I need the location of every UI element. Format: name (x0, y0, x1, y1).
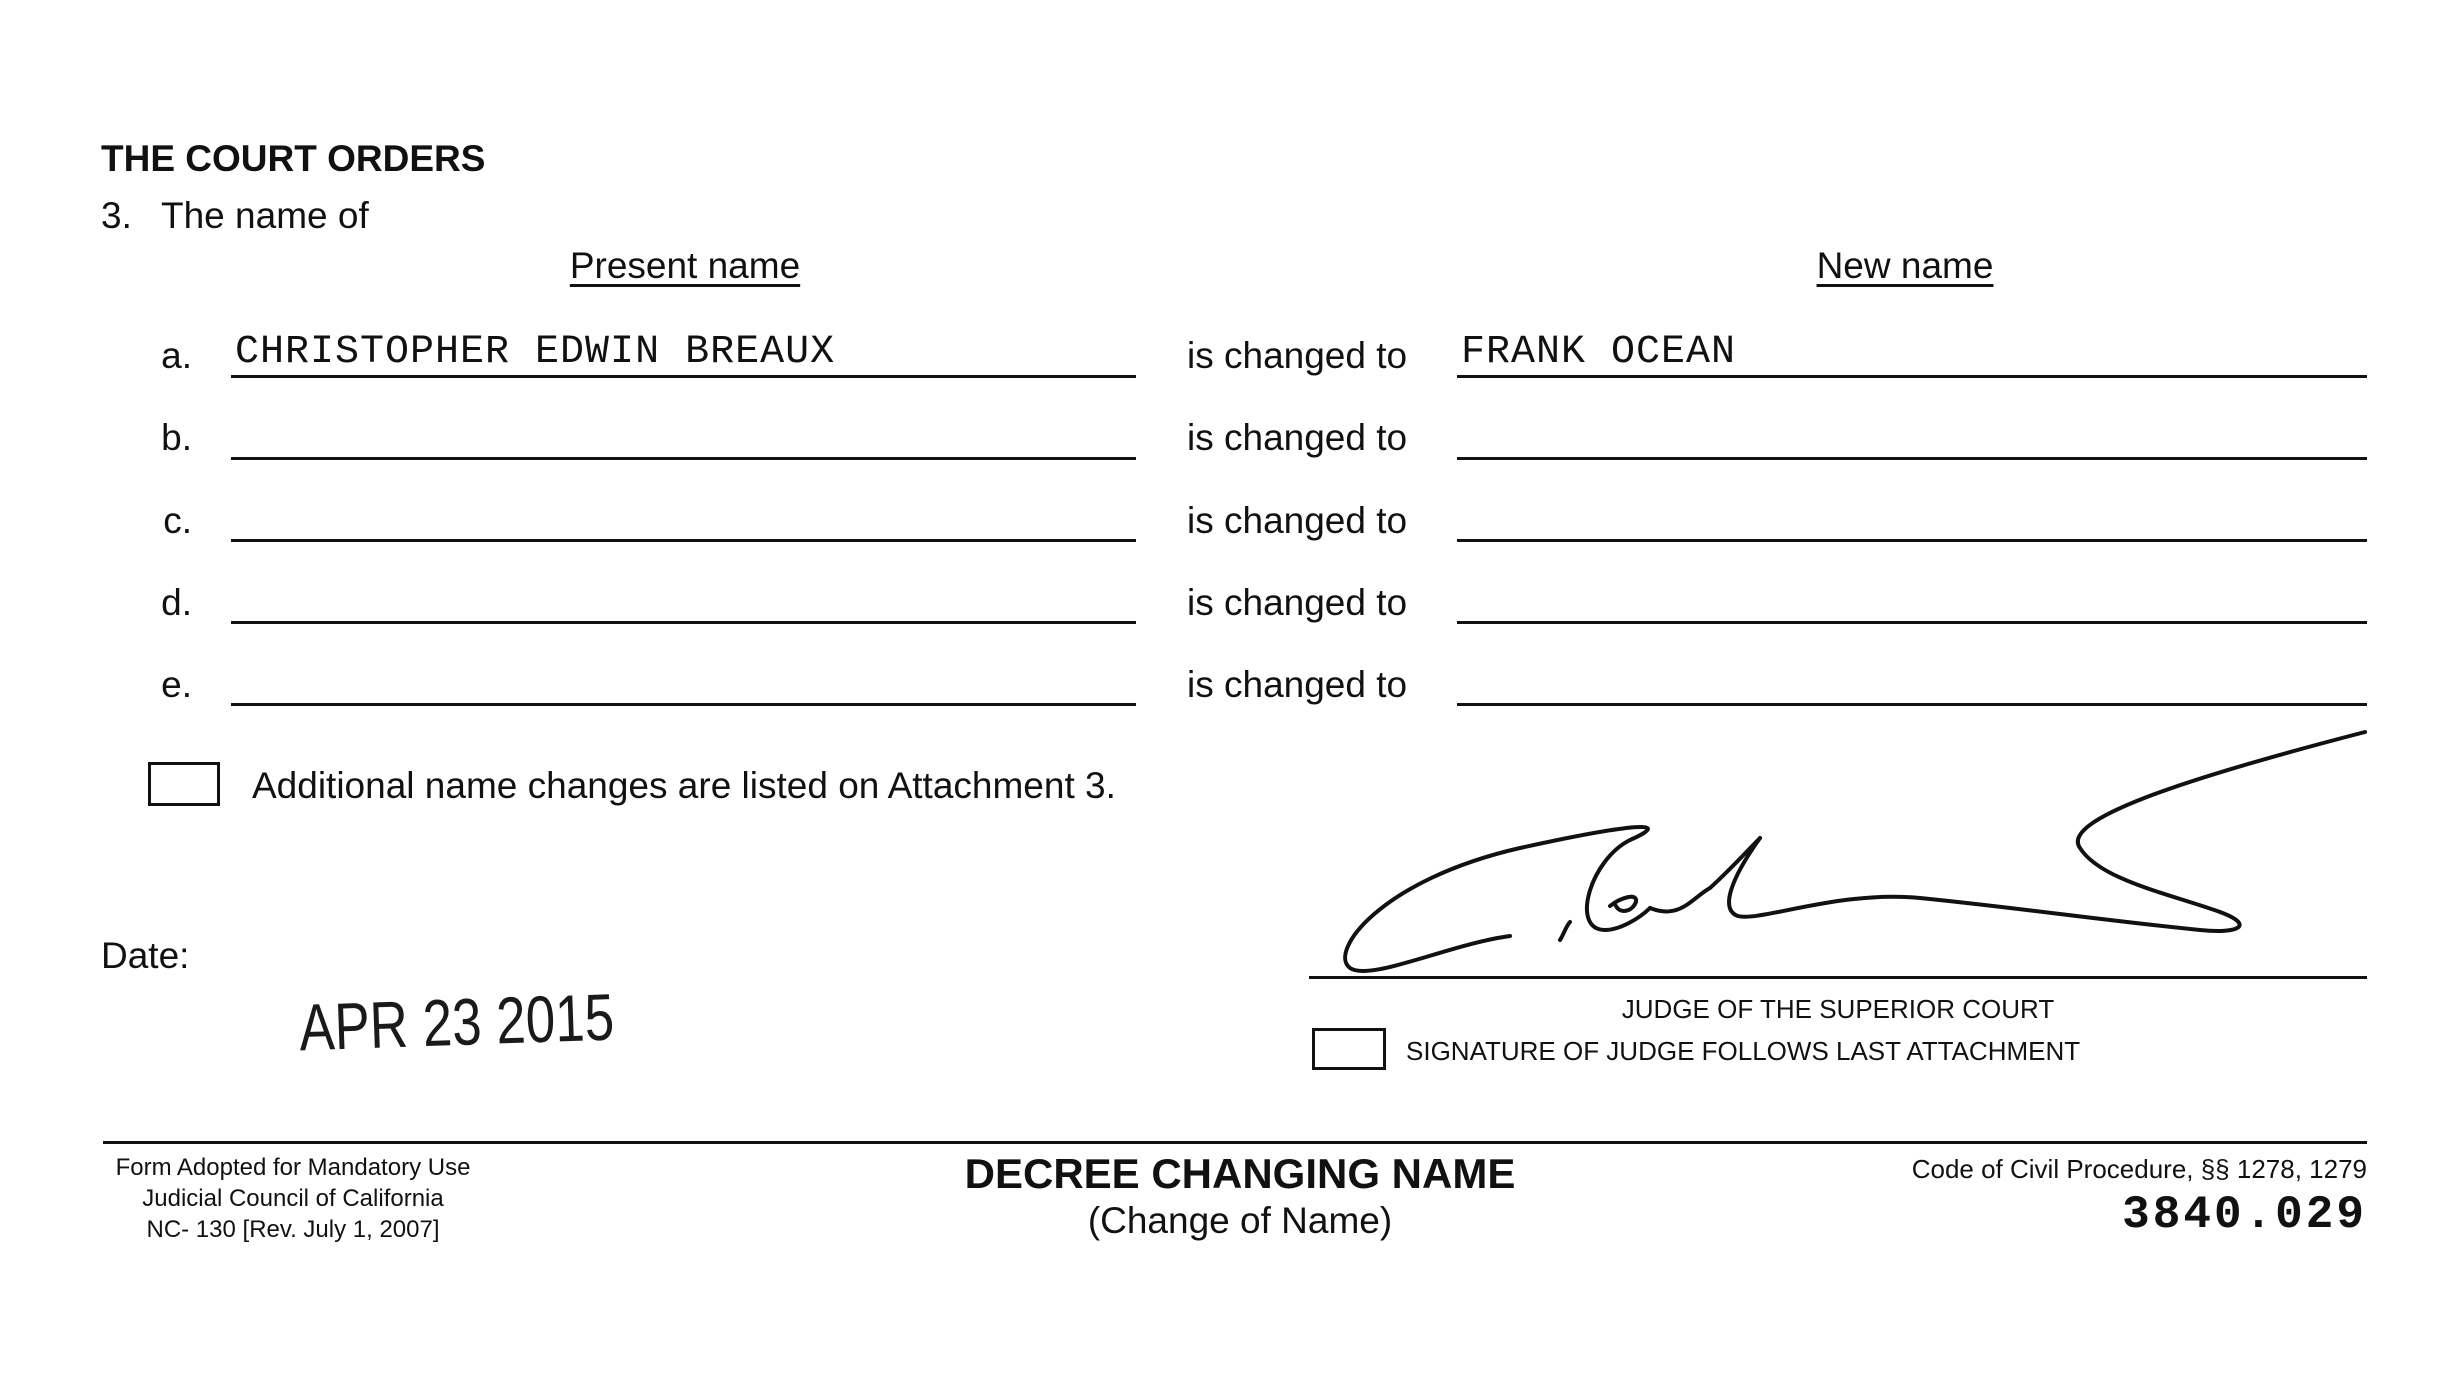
new-name-field-e[interactable] (1457, 650, 2367, 706)
judge-signature (1320, 730, 2370, 990)
item-text: The name of (161, 195, 369, 236)
form-adoption-line-2: Judicial Council of California (142, 1185, 444, 1212)
present-name-field-b[interactable] (231, 404, 1136, 460)
form-subtitle: (Change of Name) (1087, 1200, 1393, 1241)
row-letter-e: e. (161, 664, 192, 705)
attachment-checkbox[interactable] (148, 762, 220, 806)
form-adoption-info (103, 1152, 483, 1245)
item-number: 3. (101, 195, 132, 236)
date-label: Date: (101, 935, 190, 976)
present-name-field-e[interactable] (231, 650, 1136, 706)
row-letter-b: b. (161, 417, 192, 458)
signature-follows-checkbox[interactable] (1312, 1028, 1386, 1070)
is-changed-to-a: is changed to (1187, 335, 1408, 376)
is-changed-to-e: is changed to (1187, 664, 1408, 705)
date-stamp (295, 975, 693, 1065)
judge-title: JUDGE OF THE SUPERIOR COURT (1621, 994, 2055, 1024)
new-name-field-b[interactable] (1457, 404, 2367, 460)
is-changed-to-d: is changed to (1187, 582, 1408, 623)
is-changed-to-b: is changed to (1187, 417, 1408, 458)
form-title: DECREE CHANGING NAME (964, 1150, 1516, 1197)
document-number: 3840.029 (2122, 1189, 2367, 1241)
present-name-value-a: CHRISTOPHER EDWIN BREAUX (235, 330, 836, 375)
form-adoption-line-1: Form Adopted for Mandatory Use (115, 1154, 471, 1181)
item-intro (101, 195, 369, 237)
new-name-field-c[interactable] (1457, 486, 2367, 542)
signature-follows-label: SIGNATURE OF JUDGE FOLLOWS LAST ATTACHMENT (1406, 1036, 2081, 1066)
present-name-field-a[interactable] (231, 322, 1136, 378)
new-name-field-d[interactable] (1457, 568, 2367, 624)
row-letter-a: a. (161, 335, 192, 376)
present-name-field-d[interactable] (231, 568, 1136, 624)
is-changed-to-c: is changed to (1187, 500, 1408, 541)
form-adoption-line-3: NC- 130 [Rev. July 1, 2007] (146, 1216, 440, 1243)
new-name-field-a[interactable] (1457, 322, 2367, 378)
new-name-header: New name (1816, 245, 1994, 286)
signature-line (1309, 976, 2367, 979)
code-reference: Code of Civil Procedure, §§ 1278, 1279 (1911, 1154, 2367, 1184)
attachment-label: Additional name changes are listed on Attachment 3. (252, 765, 1116, 806)
section-heading: THE COURT ORDERS (101, 138, 486, 179)
present-name-header: Present name (569, 245, 801, 286)
date-stamp-text: APR 23 2015 (297, 976, 693, 1065)
row-letter-d: d. (161, 582, 192, 623)
present-name-field-c[interactable] (231, 486, 1136, 542)
footer-divider (103, 1141, 2367, 1144)
new-name-value-a: FRANK OCEAN (1461, 330, 1737, 375)
form-title-block (930, 1150, 1550, 1242)
legal-reference-block (1820, 1154, 2367, 1241)
row-letter-c: c. (163, 500, 192, 541)
